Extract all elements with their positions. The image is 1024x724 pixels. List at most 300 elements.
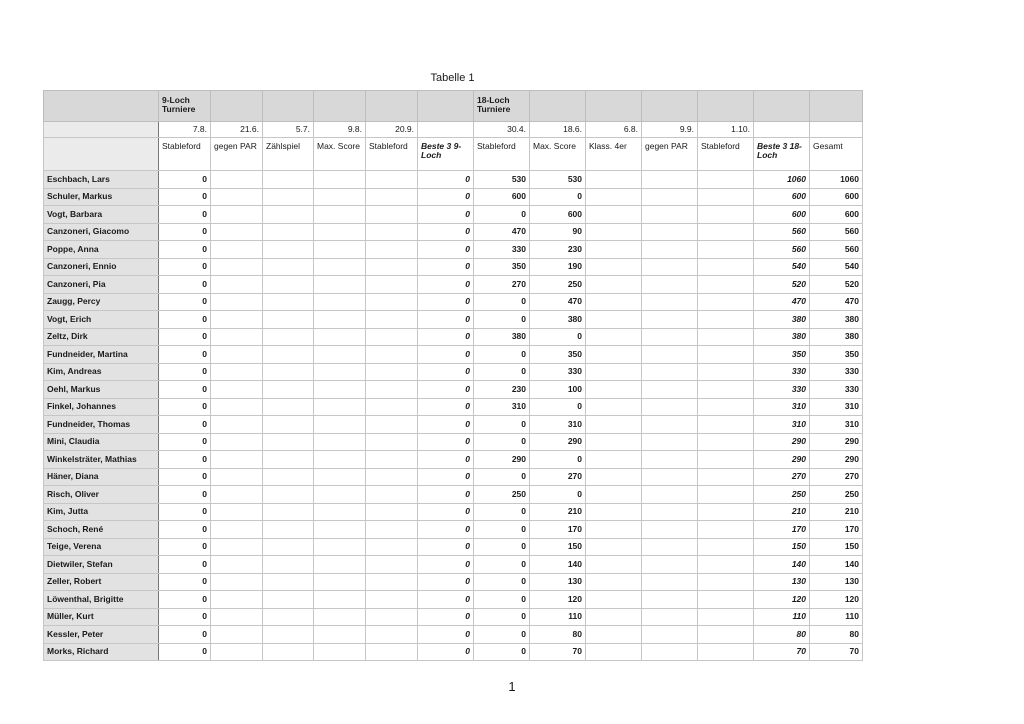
score-cell: 0 [474,643,530,661]
score-cell: 0 [159,591,211,609]
total-cell: 350 [810,346,863,364]
score-cell [366,468,418,486]
score-cell [263,626,314,644]
table-row [44,241,863,259]
table-row [44,416,863,434]
score-cell [366,276,418,294]
score-cell: 0 [159,276,211,294]
column-header: Gesamt [810,138,863,171]
score-cell [698,346,754,364]
player-name: Zeller, Robert [44,573,159,591]
score-cell [314,171,366,189]
score-cell [642,416,698,434]
best-three-cell: 540 [754,258,810,276]
score-cell [263,276,314,294]
best-three-cell: 0 [418,416,474,434]
column-header: Max. Score [314,138,366,171]
score-cell: 0 [159,573,211,591]
column-header: Beste 3 18-Loch [754,138,810,171]
score-cell [586,538,642,556]
score-cell [366,556,418,574]
table-row [44,188,863,206]
score-cell [698,433,754,451]
column-header: Beste 3 9-Loch [418,138,474,171]
score-cell [263,503,314,521]
player-name: Fundneider, Martina [44,346,159,364]
score-cell [366,206,418,224]
score-cell [211,311,263,329]
score-cell [586,276,642,294]
best-three-cell: 0 [418,381,474,399]
date-cell: 6.8. [586,122,642,138]
player-name: Schoch, René [44,521,159,539]
score-cell [642,591,698,609]
score-cell [314,573,366,591]
player-name: Dietwiler, Stefan [44,556,159,574]
player-name: Kim, Jutta [44,503,159,521]
date-cell [810,122,863,138]
score-cell [586,223,642,241]
score-cell [642,328,698,346]
best-three-cell: 0 [418,311,474,329]
column-header: Stableford [698,138,754,171]
best-three-cell: 110 [754,608,810,626]
score-cell [366,346,418,364]
score-cell [586,608,642,626]
score-cell [366,188,418,206]
group-header-row [44,91,863,122]
best-three-cell: 0 [418,363,474,381]
score-cell [211,538,263,556]
score-cell [586,328,642,346]
player-name: Fundneider, Thomas [44,416,159,434]
best-three-cell: 380 [754,311,810,329]
page-number: 1 [508,679,516,694]
total-cell: 1060 [810,171,863,189]
score-cell [642,538,698,556]
table-row [44,468,863,486]
date-cell: 21.6. [211,122,263,138]
best-three-cell: 600 [754,206,810,224]
score-cell [263,188,314,206]
score-cell [366,293,418,311]
total-cell: 310 [810,416,863,434]
score-cell [366,573,418,591]
score-cell [314,363,366,381]
score-cell [263,381,314,399]
score-cell [314,241,366,259]
score-cell [586,626,642,644]
score-cell: 100 [530,381,586,399]
score-cell: 380 [474,328,530,346]
column-header-name [44,138,159,171]
player-name: Löwenthal, Brigitte [44,591,159,609]
score-cell: 0 [474,206,530,224]
score-cell [211,346,263,364]
score-cell [211,188,263,206]
best-three-cell: 0 [418,626,474,644]
date-cell: 30.4. [474,122,530,138]
total-cell: 600 [810,188,863,206]
total-cell: 330 [810,363,863,381]
table-row [44,521,863,539]
score-cell [314,521,366,539]
score-cell [698,643,754,661]
score-cell [314,416,366,434]
score-cell [698,223,754,241]
score-cell [642,626,698,644]
score-cell [366,363,418,381]
score-cell [211,276,263,294]
score-cell [263,293,314,311]
score-cell: 270 [530,468,586,486]
best-three-cell: 0 [418,398,474,416]
score-cell [586,573,642,591]
best-three-cell: 0 [418,451,474,469]
score-cell: 170 [530,521,586,539]
score-cell: 0 [159,328,211,346]
score-cell: 0 [530,398,586,416]
score-cell [314,643,366,661]
player-name: Zaugg, Percy [44,293,159,311]
total-cell: 290 [810,433,863,451]
score-cell: 0 [474,626,530,644]
best-three-cell: 520 [754,276,810,294]
score-cell [698,381,754,399]
date-cell [418,122,474,138]
score-cell [698,311,754,329]
total-cell: 250 [810,486,863,504]
score-cell: 0 [159,416,211,434]
score-cell [314,608,366,626]
score-cell [211,293,263,311]
score-cell [698,503,754,521]
score-cell [698,328,754,346]
table-row [44,433,863,451]
table-row [44,293,863,311]
score-cell [211,643,263,661]
score-cell: 110 [530,608,586,626]
table-row [44,363,863,381]
score-cell [642,258,698,276]
score-cell: 230 [530,241,586,259]
score-cell [211,363,263,381]
score-cell: 90 [530,223,586,241]
best-three-cell: 0 [418,276,474,294]
best-three-cell: 120 [754,591,810,609]
score-cell: 0 [474,311,530,329]
total-cell: 140 [810,556,863,574]
score-cell [642,398,698,416]
player-name: Müller, Kurt [44,608,159,626]
score-cell: 130 [530,573,586,591]
column-header: Stableford [474,138,530,171]
group-header-18-loch: 18-Loch Turniere [474,91,530,122]
score-cell [211,626,263,644]
table-row [44,206,863,224]
score-cell: 0 [474,538,530,556]
score-cell [642,608,698,626]
score-cell [698,398,754,416]
score-cell: 250 [474,486,530,504]
score-cell [698,416,754,434]
date-cell: 20.9. [366,122,418,138]
best-three-cell: 0 [418,293,474,311]
score-cell [642,206,698,224]
date-cell: 7.8. [159,122,211,138]
score-cell [263,433,314,451]
score-cell [698,188,754,206]
score-cell [366,381,418,399]
score-cell: 290 [474,451,530,469]
total-cell: 170 [810,521,863,539]
score-cell [642,521,698,539]
score-cell [314,486,366,504]
score-cell [314,311,366,329]
best-three-cell: 130 [754,573,810,591]
table-row [44,328,863,346]
best-three-cell: 0 [418,188,474,206]
score-cell: 190 [530,258,586,276]
score-cell [263,608,314,626]
score-cell [366,258,418,276]
score-cell [314,188,366,206]
player-name: Zeltz, Dirk [44,328,159,346]
score-cell: 0 [474,608,530,626]
score-cell: 0 [474,503,530,521]
score-cell [263,416,314,434]
score-cell: 0 [474,521,530,539]
best-three-cell: 0 [418,223,474,241]
score-cell: 470 [530,293,586,311]
table-row [44,556,863,574]
score-cell [586,643,642,661]
score-cell [366,171,418,189]
table-row [44,398,863,416]
player-name: Finkel, Johannes [44,398,159,416]
score-cell [263,223,314,241]
table-row [44,608,863,626]
score-cell [586,258,642,276]
best-three-cell: 1060 [754,171,810,189]
date-cell: 1.10. [698,122,754,138]
score-cell: 0 [159,188,211,206]
score-cell [642,573,698,591]
total-cell: 120 [810,591,863,609]
score-cell [314,258,366,276]
score-cell [586,293,642,311]
table-row [44,311,863,329]
score-cell: 0 [530,328,586,346]
score-cell [366,241,418,259]
score-cell [586,416,642,434]
score-cell: 0 [159,433,211,451]
score-cell [586,468,642,486]
score-cell [698,486,754,504]
score-cell [314,591,366,609]
best-three-cell: 0 [418,346,474,364]
score-cell: 0 [474,346,530,364]
total-cell: 380 [810,328,863,346]
score-cell [586,503,642,521]
score-cell [698,293,754,311]
date-row [44,122,863,138]
total-cell: 270 [810,468,863,486]
best-three-cell: 560 [754,241,810,259]
best-three-cell: 0 [418,258,474,276]
player-name: Oehl, Markus [44,381,159,399]
best-three-cell: 0 [418,171,474,189]
score-cell [586,556,642,574]
score-cell: 310 [474,398,530,416]
player-name: Eschbach, Lars [44,171,159,189]
player-name: Canzoneri, Ennio [44,258,159,276]
best-three-cell: 0 [418,573,474,591]
score-cell [211,206,263,224]
best-three-cell: 310 [754,416,810,434]
score-cell: 0 [474,556,530,574]
score-cell [263,171,314,189]
score-cell [314,556,366,574]
score-cell [698,206,754,224]
score-cell [698,573,754,591]
column-header: Zählspiel [263,138,314,171]
total-cell: 560 [810,241,863,259]
player-name: Vogt, Barbara [44,206,159,224]
best-three-cell: 0 [418,206,474,224]
score-cell [211,556,263,574]
total-cell: 210 [810,503,863,521]
table-row [44,538,863,556]
table-row [44,573,863,591]
score-cell [698,468,754,486]
player-name: Teige, Verena [44,538,159,556]
score-cell: 140 [530,556,586,574]
score-cell [263,328,314,346]
score-cell [586,206,642,224]
score-cell [263,538,314,556]
total-cell: 330 [810,381,863,399]
score-cell [698,608,754,626]
player-name: Winkelsträter, Mathias [44,451,159,469]
score-cell [211,503,263,521]
best-three-cell: 0 [418,556,474,574]
player-name: Morks, Richard [44,643,159,661]
score-cell [263,573,314,591]
score-cell [211,573,263,591]
score-cell [211,398,263,416]
score-cell: 0 [159,503,211,521]
score-cell [263,398,314,416]
best-three-cell: 310 [754,398,810,416]
score-cell: 150 [530,538,586,556]
score-cell: 0 [159,293,211,311]
score-cell: 0 [474,468,530,486]
table-row [44,591,863,609]
score-cell: 600 [474,188,530,206]
score-cell: 0 [159,398,211,416]
score-cell [366,328,418,346]
score-cell [586,311,642,329]
table-row [44,643,863,661]
score-cell [366,451,418,469]
score-cell: 530 [530,171,586,189]
score-cell [698,556,754,574]
score-cell [211,223,263,241]
best-three-cell: 290 [754,451,810,469]
score-cell: 0 [474,573,530,591]
score-cell [366,538,418,556]
player-name: Häner, Diana [44,468,159,486]
score-cell [366,503,418,521]
total-cell: 540 [810,258,863,276]
score-cell [211,416,263,434]
best-three-cell: 0 [418,503,474,521]
score-cell [314,381,366,399]
group-header-empty [44,91,159,122]
score-cell [642,241,698,259]
score-cell [642,468,698,486]
score-cell [314,626,366,644]
score-cell [586,591,642,609]
player-name: Poppe, Anna [44,241,159,259]
score-cell [211,241,263,259]
best-three-cell: 210 [754,503,810,521]
score-cell [642,293,698,311]
score-cell: 0 [159,363,211,381]
score-cell: 0 [159,346,211,364]
score-cell [642,643,698,661]
score-cell [642,381,698,399]
total-cell: 80 [810,626,863,644]
column-header: Stableford [159,138,211,171]
score-cell: 210 [530,503,586,521]
score-cell [698,626,754,644]
total-cell: 470 [810,293,863,311]
best-three-cell: 0 [418,486,474,504]
column-header: Klass. 4er [586,138,642,171]
score-cell [211,171,263,189]
score-cell [263,311,314,329]
best-three-cell: 270 [754,468,810,486]
score-cell [586,188,642,206]
best-three-cell: 330 [754,381,810,399]
score-cell [211,451,263,469]
score-cell [366,521,418,539]
total-cell: 380 [810,311,863,329]
column-header: Stableford [366,138,418,171]
score-cell: 0 [159,311,211,329]
score-cell: 0 [474,416,530,434]
score-cell [586,381,642,399]
score-cell [366,486,418,504]
best-three-cell: 0 [418,538,474,556]
score-cell [314,223,366,241]
score-cell: 120 [530,591,586,609]
score-cell [263,363,314,381]
score-cell: 530 [474,171,530,189]
date-cell: 5.7. [263,122,314,138]
column-header: Max. Score [530,138,586,171]
group-header-9-loch: 9-Loch Turniere [159,91,211,122]
score-cell: 80 [530,626,586,644]
score-cell [314,276,366,294]
score-cell [642,363,698,381]
score-cell [211,381,263,399]
date-cell [754,122,810,138]
player-name: Vogt, Erich [44,311,159,329]
score-cell [263,591,314,609]
